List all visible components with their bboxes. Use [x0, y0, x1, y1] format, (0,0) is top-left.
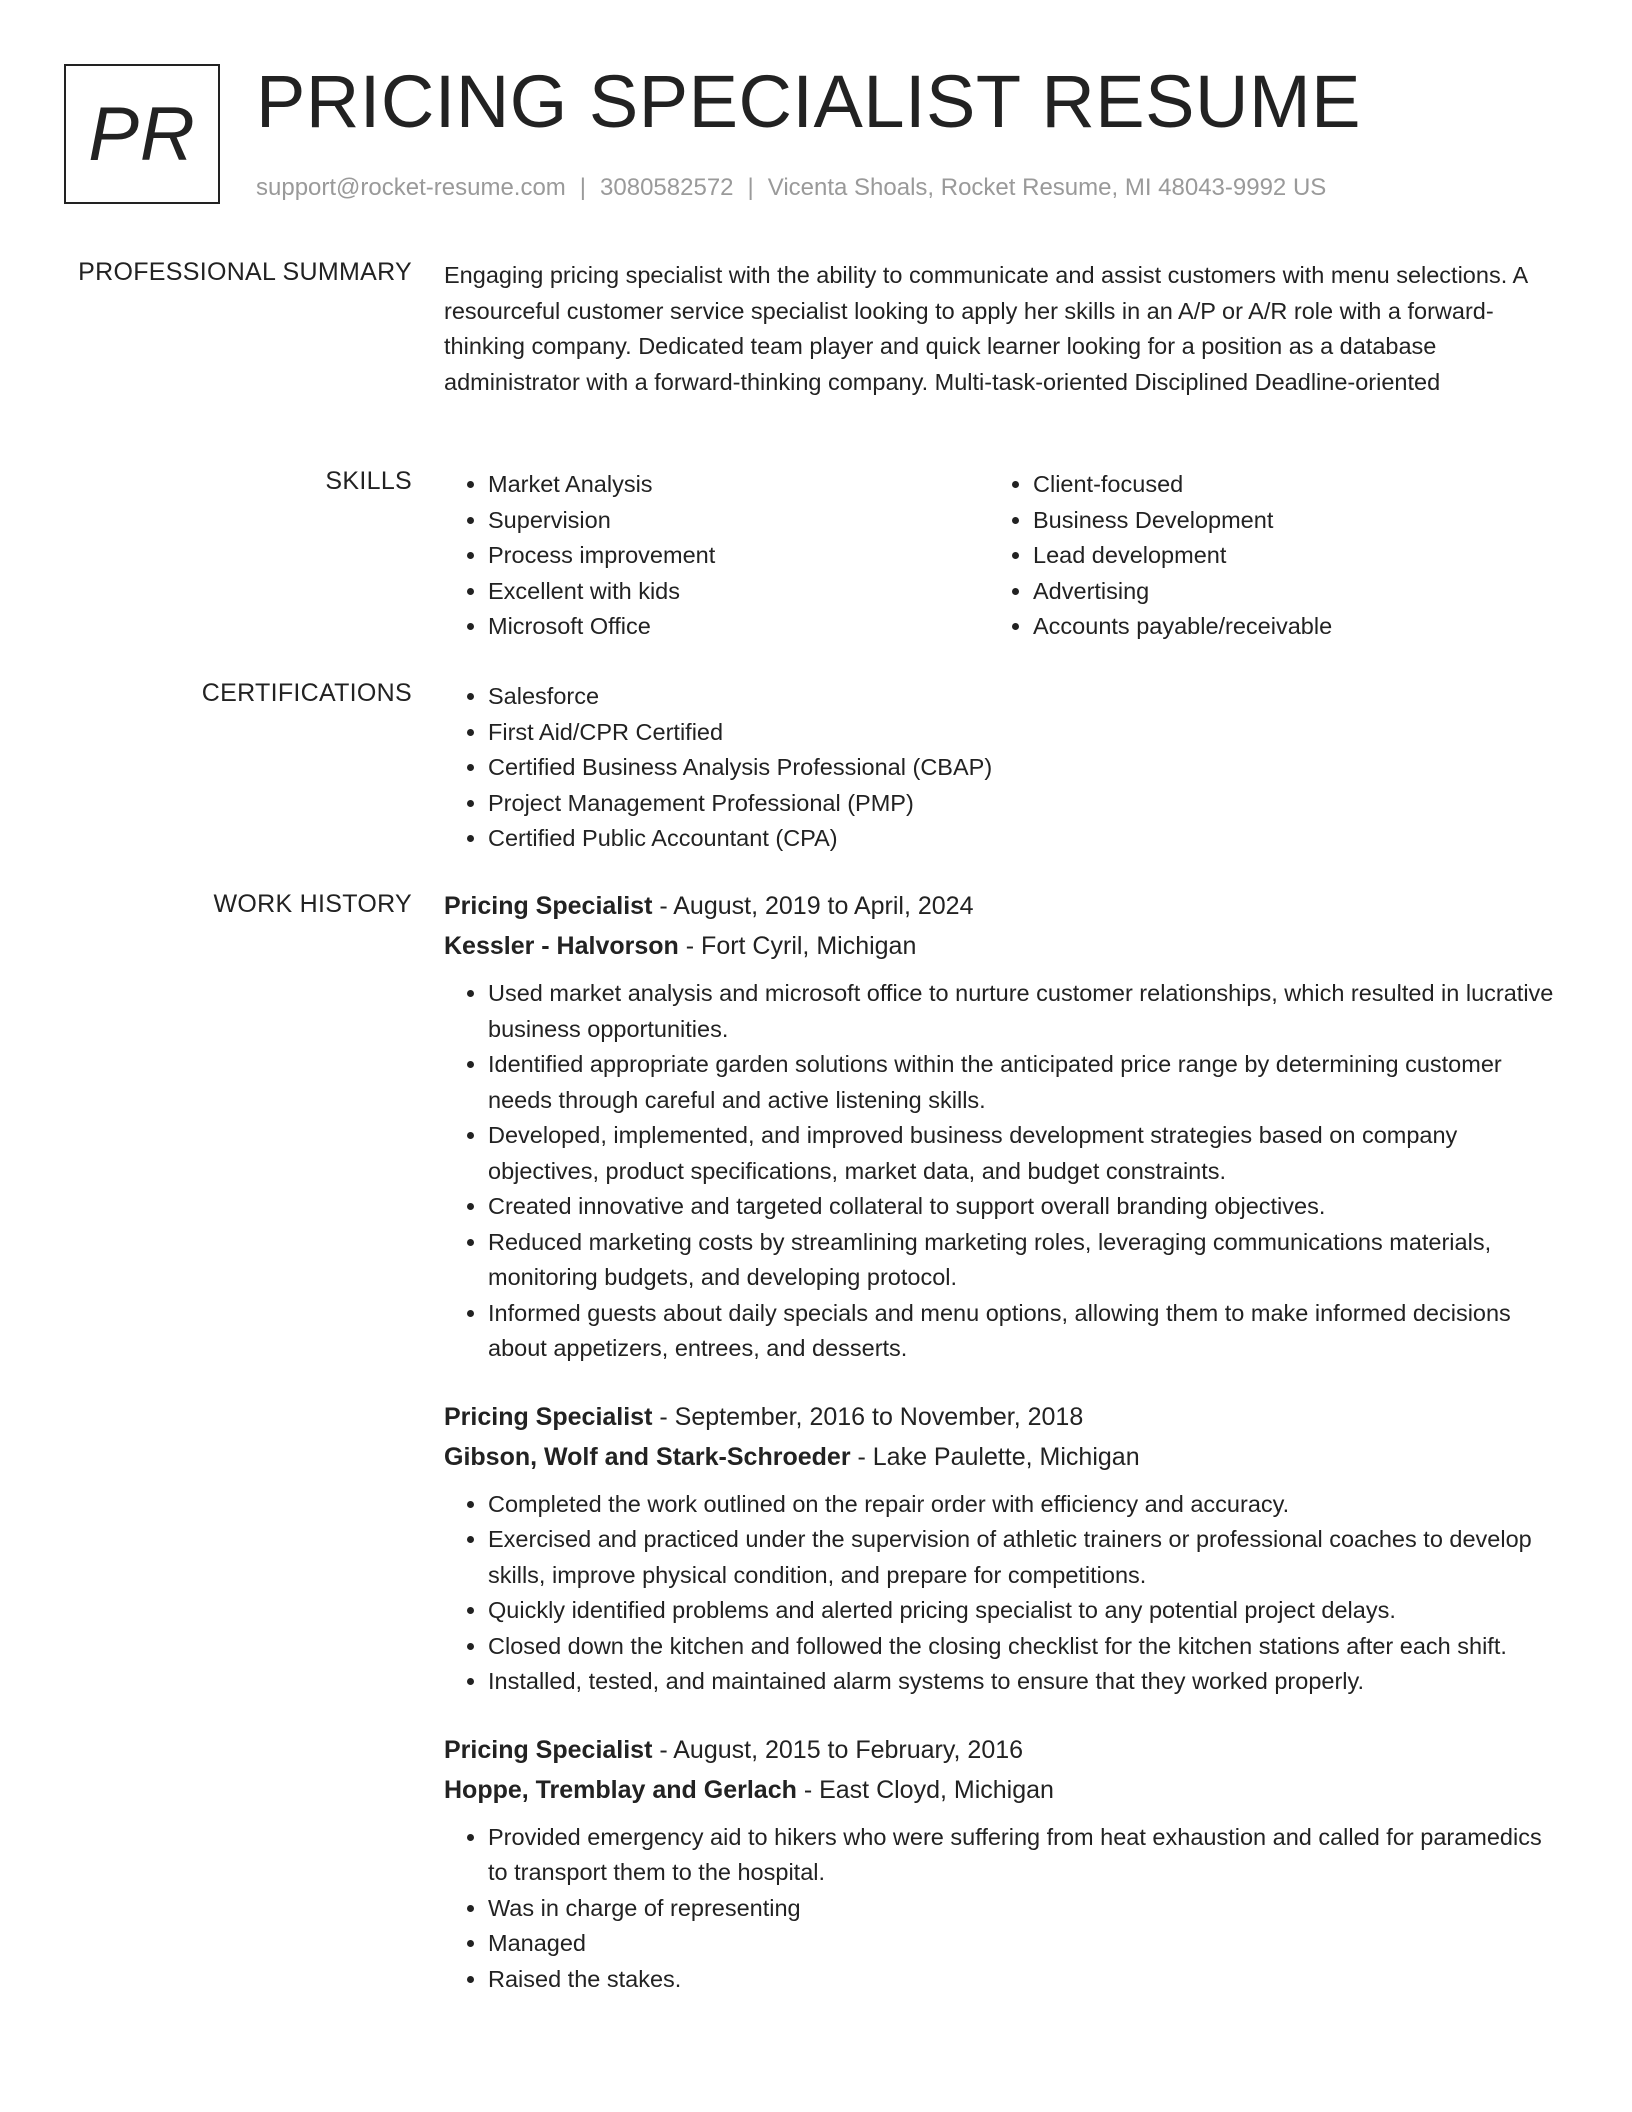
certification-item: • Project Management Professional (PMP)	[488, 786, 1554, 822]
certification-item: • Salesforce	[488, 679, 1554, 715]
job-bullet: • Quickly identified problems and alerted pricing specialist to any potential project delays.	[488, 1593, 1554, 1629]
job-location: - Lake Paulette, Michigan	[850, 1442, 1140, 1471]
job-bullet: • Informed guests about daily specials and menu options, allowing them to make informed decisions about appetizers, entrees, and desserts.	[488, 1296, 1554, 1367]
job-bullet: • Managed	[488, 1926, 1554, 1962]
job-title-line	[444, 1730, 1554, 1770]
job-company: Kessler - Halvorson	[444, 932, 679, 960]
skills-list-left	[444, 467, 988, 645]
job-bullet: • Raised the stakes.	[488, 1962, 1554, 1998]
job-bullet: • Reduced marketing costs by streamlining marketing roles, leveraging communications materials, monitoring budgets, and developing protocol.	[488, 1225, 1554, 1296]
section-label-skills: SKILLS	[325, 467, 412, 495]
job-bullet: • Created innovative and targeted collateral to support overall branding objectives.	[488, 1189, 1554, 1225]
job-bullet: • Identified appropriate garden solutions within the anticipated price range by determining customer needs through careful and active listening skills.	[488, 1047, 1554, 1118]
job-bullet: • Installed, tested, and maintained alarm systems to ensure that they worked properly.	[488, 1664, 1554, 1700]
job-bullets	[444, 1487, 1554, 1700]
job-company-line	[444, 1437, 1554, 1477]
skill-item: • Excellent with kids	[488, 574, 988, 610]
resume-header	[64, 60, 1568, 214]
contact-line	[256, 174, 1326, 202]
job-title: Pricing Specialist	[444, 1402, 653, 1431]
section-label-summary: PROFESSIONAL SUMMARY	[78, 258, 412, 286]
summary-text: Engaging pricing specialist with the ability to communicate and assist customers with menu selections. A resourceful customer service specialist looking to apply her skills in an A/P or A/R role with a forward-thinking company. Dedicated team player and quick learner looking for a position as a database administrator with a forward-thinking company. Multi-task-oriented Disciplined Deadline-oriented	[444, 262, 1527, 395]
certifications-body	[444, 679, 1554, 857]
job-title-line	[444, 886, 1554, 926]
job-title: Pricing Specialist	[444, 892, 653, 920]
skill-item: • Advertising	[1033, 574, 1553, 610]
certifications-list	[444, 679, 1554, 857]
job-entry	[444, 1730, 1554, 1998]
job-dates: - August, 2019 to April, 2024	[652, 892, 974, 920]
monogram-logo: PR	[64, 64, 220, 204]
job-bullet: • Closed down the kitchen and followed the closing checklist for the kitchen stations after each shift.	[488, 1629, 1554, 1665]
certification-item: • Certified Business Analysis Professional (CBAP)	[488, 750, 1554, 786]
section-label-work-history: WORK HISTORY	[213, 890, 412, 918]
page-title: PRICING SPECIALIST RESUME	[256, 60, 1361, 143]
job-bullet: • Was in charge of representing	[488, 1891, 1554, 1927]
job-bullets	[444, 976, 1554, 1367]
skill-item: • Business Development	[1033, 503, 1553, 539]
contact-address: Vicenta Shoals, Rocket Resume, MI 48043-9992 US	[767, 174, 1327, 201]
contact-email[interactable]: support@rocket-resume.com	[256, 174, 566, 201]
job-bullet: • Provided emergency aid to hikers who were suffering from heat exhaustion and called for paramedics to transport them to the hospital.	[488, 1820, 1554, 1891]
job-bullets	[444, 1820, 1554, 1998]
job-bullet: • Developed, implemented, and improved business development strategies based on company objectives, product specifications, market data, and budget constraints.	[488, 1118, 1554, 1189]
skill-item: • Accounts payable/receivable	[1033, 609, 1553, 645]
contact-separator: |	[747, 174, 754, 201]
skill-item: • Process improvement	[488, 538, 988, 574]
job-location: - Fort Cyril, Michigan	[678, 932, 917, 960]
job-location: - East Cloyd, Michigan	[796, 1775, 1054, 1804]
job-bullet: • Completed the work outlined on the repair order with efficiency and accuracy.	[488, 1487, 1554, 1523]
job-title-line	[444, 1397, 1554, 1437]
contact-separator: |	[579, 174, 587, 201]
skill-item: • Market Analysis	[488, 467, 988, 503]
work-history-body	[444, 886, 1554, 2027]
section-label-certifications: CERTIFICATIONS	[201, 679, 412, 707]
skill-item: • Client-focused	[1033, 467, 1553, 503]
job-company-line	[444, 926, 1554, 966]
job-dates: - August, 2015 to February, 2016	[652, 1735, 1024, 1764]
job-bullet: • Used market analysis and microsoft office to nurture customer relationships, which resulted in lucrative business opportunities.	[488, 976, 1554, 1047]
contact-phone[interactable]: 3080582572	[600, 174, 734, 201]
certification-item: • First Aid/CPR Certified	[488, 715, 1554, 751]
job-company-line	[444, 1770, 1554, 1810]
skill-item: • Microsoft Office	[488, 609, 988, 645]
job-dates: - September, 2016 to November, 2018	[652, 1402, 1084, 1431]
job-entry	[444, 886, 1554, 1367]
job-company: Hoppe, Tremblay and Gerlach	[444, 1775, 797, 1804]
certification-item: • Certified Public Accountant (CPA)	[488, 821, 1554, 857]
skill-item: • Supervision	[488, 503, 988, 539]
job-entry	[444, 1397, 1554, 1700]
job-bullet: • Exercised and practiced under the supervision of athletic trainers or professional coaches to develop skills, improve physical condition, and prepare for competitions.	[488, 1522, 1554, 1593]
skill-item: • Lead development	[1033, 538, 1553, 574]
skills-list-right	[989, 467, 1553, 645]
job-title: Pricing Specialist	[444, 1735, 653, 1764]
job-company: Gibson, Wolf and Stark-Schroeder	[444, 1442, 851, 1471]
